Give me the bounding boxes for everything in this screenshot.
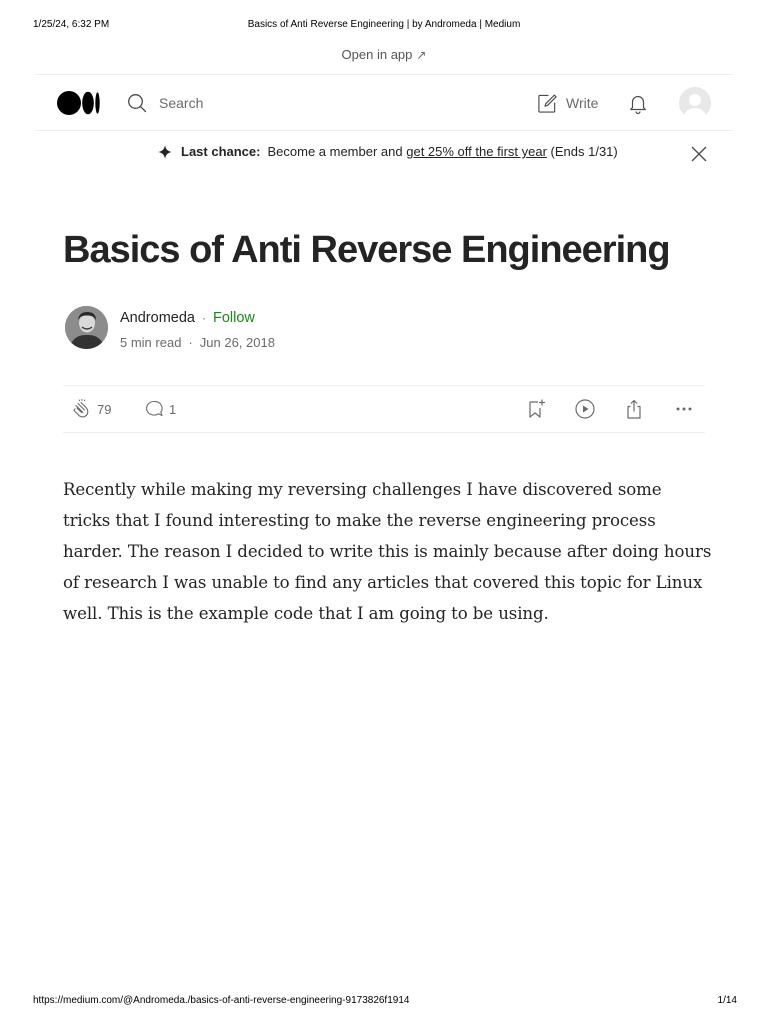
user-silhouette-icon	[679, 87, 711, 119]
author-line	[120, 310, 255, 326]
more-options-button[interactable]	[673, 398, 695, 420]
user-avatar-icon[interactable]	[679, 87, 711, 119]
top-nav	[0, 76, 768, 130]
write-icon	[537, 93, 558, 114]
banner-lead: Last chance:	[181, 144, 261, 159]
bookmark-button[interactable]	[525, 398, 547, 420]
publish-date: Jun 26, 2018	[199, 335, 275, 350]
banner-text: Become a member and	[267, 144, 403, 159]
clap-count: 79	[97, 401, 112, 417]
print-header	[0, 19, 768, 33]
write-button[interactable]	[537, 91, 598, 115]
print-footer	[0, 995, 768, 1009]
divider	[35, 74, 733, 75]
author-photo-icon	[65, 306, 108, 349]
divider	[63, 432, 705, 433]
read-time: 5 min read	[120, 335, 182, 350]
print-page-number: 1/14	[717, 995, 737, 1006]
play-icon	[574, 398, 596, 420]
bell-icon[interactable]	[627, 92, 649, 114]
article-paragraph: Recently while making my reversing challenges I have discovered some tricks that I found interesting to make the reverse engineering process harder. The reason I decided to write this is mainly because after doing hours of research I was unable to find any articles that covered this topic for Linux well. This is the example code that I am going to be using.	[63, 480, 712, 623]
more-icon	[673, 398, 695, 420]
author-avatar[interactable]	[65, 306, 108, 349]
bookmark-icon	[525, 398, 547, 420]
print-doc-title: Basics of Anti Reverse Engineering | by Andromeda | Medium	[247, 19, 521, 30]
banner-offer-link[interactable]: get 25% off the first year	[406, 144, 547, 159]
follow-button[interactable]: Follow	[212, 310, 255, 326]
separator: ·	[188, 335, 193, 350]
comment-icon	[143, 398, 165, 420]
article-title: Basics of Anti Reverse Engineering	[63, 229, 670, 271]
divider	[35, 130, 733, 131]
medium-logo-icon[interactable]	[57, 91, 101, 115]
close-icon[interactable]	[690, 145, 708, 163]
external-arrow-icon: ↗	[416, 48, 427, 62]
search-icon	[127, 93, 147, 113]
share-button[interactable]	[623, 398, 645, 420]
listen-button[interactable]	[574, 398, 596, 420]
open-in-app-label: Open in app	[341, 47, 413, 62]
print-url: https://medium.com/@Andromeda./basics-of-anti-reverse-engineering-9173826f1914	[33, 995, 410, 1006]
clap-icon	[71, 398, 93, 420]
open-in-app-link[interactable]	[0, 47, 768, 62]
author-name-link[interactable]: Andromeda	[120, 310, 195, 326]
print-datetime: 1/25/24, 6:32 PM	[33, 19, 110, 30]
response-count: 1	[169, 401, 177, 417]
search-input[interactable]	[127, 92, 203, 114]
comment-button[interactable]	[143, 398, 176, 420]
separator: ·	[201, 311, 206, 325]
share-icon	[623, 398, 645, 420]
clap-button[interactable]	[71, 398, 111, 420]
banner-suffix: (Ends 1/31)	[550, 144, 618, 159]
write-label: Write	[566, 95, 599, 111]
sparkle-icon	[158, 145, 172, 159]
membership-banner	[0, 144, 768, 164]
article-action-bar	[63, 386, 705, 432]
article-meta	[120, 335, 275, 350]
search-placeholder: Search	[159, 95, 204, 111]
